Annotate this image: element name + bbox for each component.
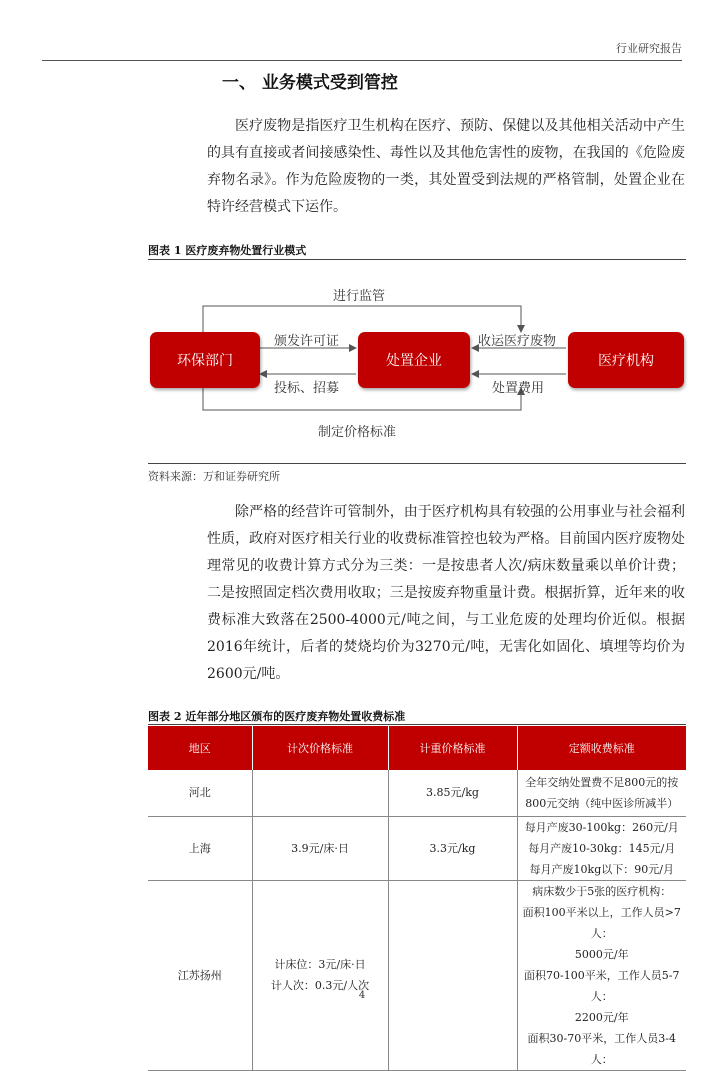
fixed-line: 面积30-70平米，工作人员3-4人：	[527, 1031, 676, 1066]
fixed-line: 每月产废10-30kg：145元/月	[528, 841, 676, 855]
header-region: 地区	[148, 726, 252, 770]
fixed-line: 5000元/年	[574, 947, 629, 961]
cell-region: 上海	[148, 816, 252, 880]
fixed-line: 每月产废10kg以下：90元/月	[529, 862, 674, 876]
cell-per-count	[252, 770, 388, 816]
label-bid: 投标、招募	[274, 381, 340, 396]
intro-paragraph: 医疗废物是指医疗卫生机构在医疗、预防、保健以及其他相关活动中产生的具有直接或者间接感染性、毒性以及其他危害性的废物，在我国的《危险废弃物名录》。作为危险废物的一类，其处置受到法规的严格管制，处置企业在特许经营模式下运作。	[207, 118, 685, 215]
fixed-line: 面积70-100平米，工作人员5-7人：	[524, 968, 680, 1003]
node-medical-institution: 医疗机构	[568, 332, 684, 388]
cell-fixed	[517, 770, 686, 816]
label-license: 颁发许可证	[274, 334, 340, 349]
cell-region: 河北	[148, 770, 252, 816]
fixed-line: 2200元/年	[574, 1010, 629, 1024]
figure1-bottom-rule	[148, 463, 686, 464]
supervise-arrow	[203, 306, 521, 332]
header-divider	[42, 60, 682, 61]
per-count-line: 计人次：0.3元/人次	[270, 979, 370, 992]
fixed-line: 面积100平米以上，工作人员>7人：	[522, 905, 681, 940]
header-per-weight: 计重价格标准	[388, 726, 517, 770]
node-disposal-company: 处置企业	[358, 332, 470, 388]
cell-per-weight: 3.3元/kg	[388, 816, 517, 880]
cell-per-count	[252, 880, 388, 1070]
node-env-dept: 环保部门	[150, 332, 260, 388]
label-pricing: 制定价格标准	[318, 425, 397, 440]
table-row	[148, 770, 686, 816]
per-count-line: 计床位：3元/床·日	[274, 958, 366, 971]
fixed-line: 每月产废30-100kg：260元/月	[524, 820, 679, 834]
cell-per-weight	[388, 880, 517, 1070]
header-per-count: 计次价格标准	[252, 726, 388, 770]
cell-per-count: 3.9元/床·日	[252, 816, 388, 880]
table-header-row	[148, 726, 686, 770]
fixed-line: 病床数少于5张的医疗机构：	[532, 884, 672, 898]
table2-title: 图表 2 近年部分地区颁布的医疗废弃物处置收费标准	[148, 710, 406, 723]
cell-fixed	[517, 880, 686, 1070]
cell-region: 江苏扬州	[148, 880, 252, 1070]
label-supervise: 进行监管	[333, 289, 386, 304]
figure1-source: 资料来源：万和证券研究所	[148, 470, 280, 483]
page-number: 4	[358, 990, 366, 1001]
figure1-top-rule	[148, 259, 686, 260]
fixed-line: 全年交纳处置费不足800元的按800元交纳（纯中医诊所减半）	[525, 775, 679, 810]
table-row	[148, 880, 686, 1070]
cell-fixed	[517, 816, 686, 880]
pricing-arrow	[203, 388, 521, 410]
table-row	[148, 816, 686, 880]
label-collect: 收运医疗废物	[478, 334, 557, 349]
section-title: 一、 业务模式受到管控	[222, 73, 398, 93]
label-fee: 处置费用	[492, 381, 545, 396]
table2-top-rule	[148, 724, 686, 725]
figure1-title: 图表 1 医疗废弃物处置行业模式	[148, 244, 307, 257]
header-fixed: 定额收费标准	[517, 726, 686, 770]
cell-per-weight: 3.85元/kg	[388, 770, 517, 816]
fee-paragraph: 除严格的经营许可管制外，由于医疗机构具有较强的公用事业与社会福利性质，政府对医疗相关行业的收费标准管控也较为严格。目前国内医疗废物处理常见的收费计算方式分为三类：一是按患者人次/病床数量乘以单价计费；二是按照固定档次费用收取；三是按废弃物重量计费。根据折算，近年来的收费标准大致落在2500-4000元/吨之间，与工业危废的处理均价近似。根据2016年统计，后者的焚烧均价为3270元/吨，无害化如固化、填埋等均价为2600元/吨。	[207, 504, 685, 682]
fee-standards-table	[148, 726, 686, 1071]
report-type-label: 行业研究报告	[616, 42, 682, 55]
